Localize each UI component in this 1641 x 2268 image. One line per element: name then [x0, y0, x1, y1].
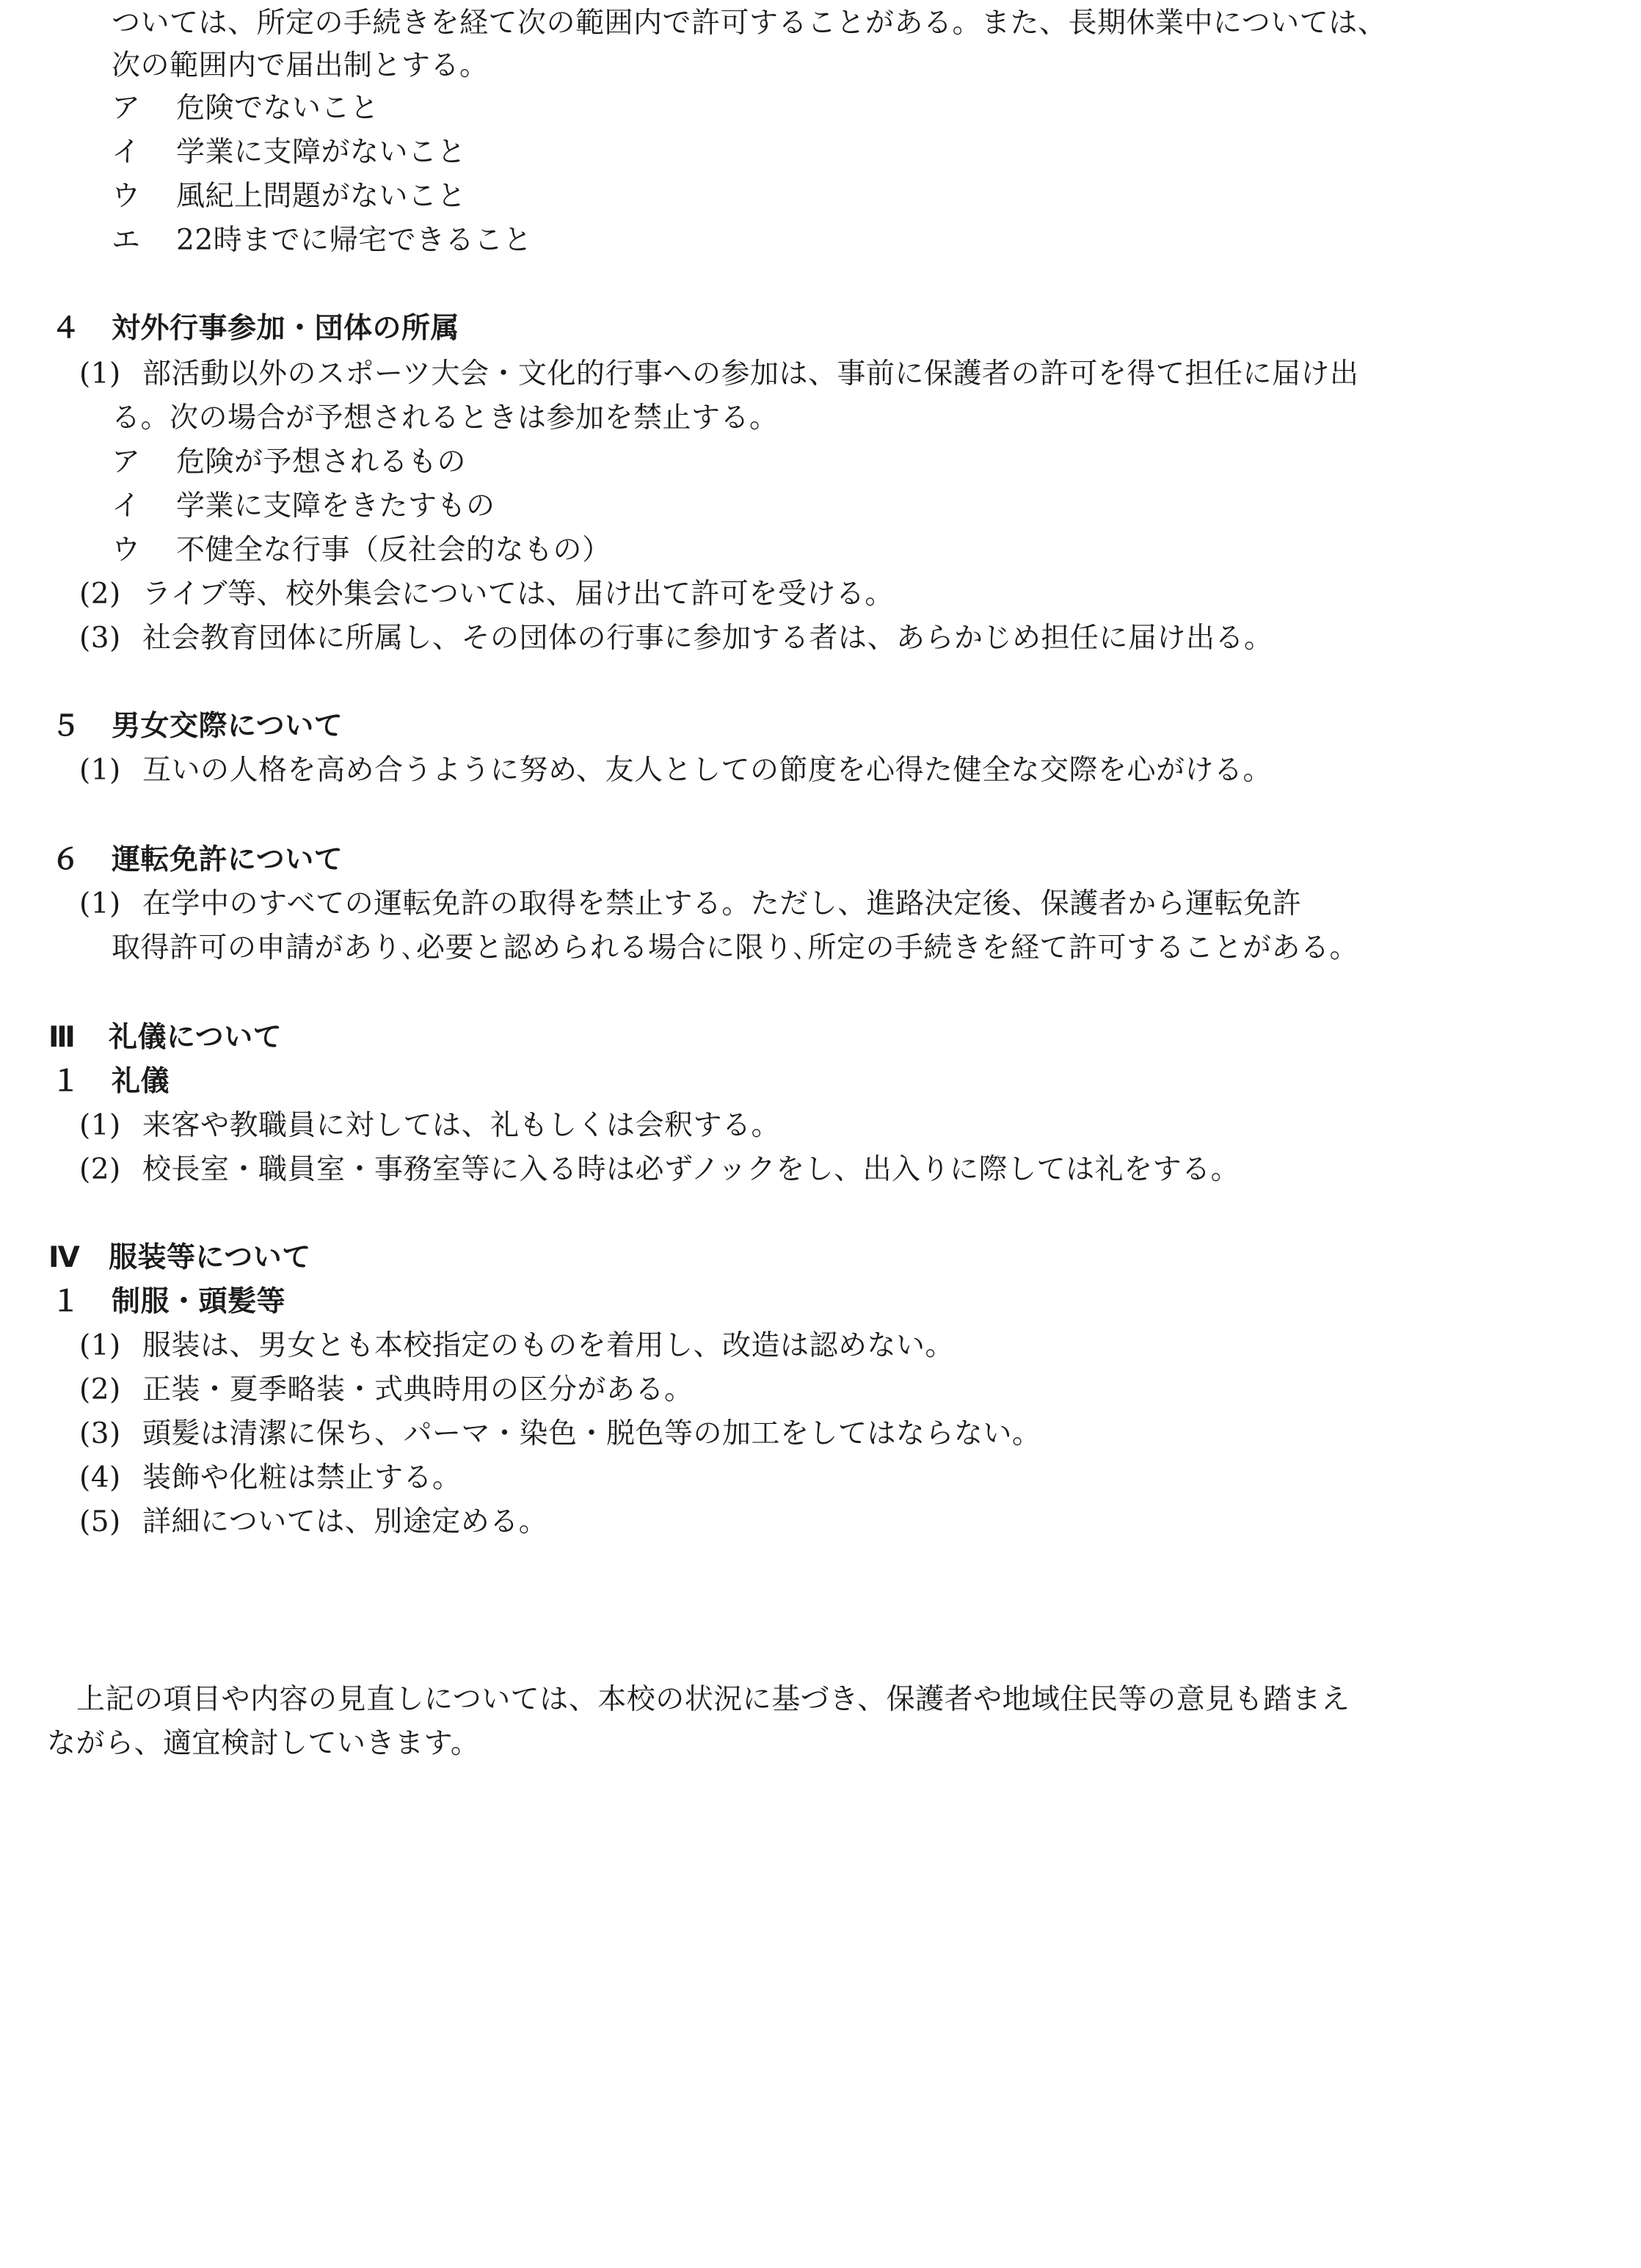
paragraph-text: 詳細については、別途定める。 [142, 1505, 548, 1538]
paragraph-text: 社会教育団体に所属し、その団体の行事に参加する者は、あらかじめ担任に届け出る。 [142, 622, 1273, 655]
paragraph-text: ライブ等、校外集会については、届け出て許可を受ける。 [142, 578, 894, 611]
section-6-heading [51, 841, 343, 879]
paragraph-number: (1) [79, 887, 121, 920]
section-number: ４ [51, 312, 81, 345]
paragraph-text: 互いの人格を高め合うように努め、友人としての節度を心得た健全な交際を心がける。 [142, 754, 1272, 787]
paragraph-text: 来客や教職員に対しては、礼もしくは会釈する。 [142, 1109, 781, 1142]
intro-item-e [112, 222, 532, 260]
item-text: 危険でないこと [176, 92, 379, 125]
chapter3-item-1 [79, 1107, 780, 1145]
paragraph-number: (3) [79, 622, 121, 655]
chapter-number: Ⅳ [48, 1241, 81, 1274]
chapter-3-heading [48, 1019, 282, 1057]
chapter-4-heading [48, 1239, 311, 1277]
chapter3-item-2 [79, 1151, 1240, 1189]
closing-line-1: 上記の項目や内容の見直しについては、本校の状況に基づき、保護者や地域住民等の意見も踏まえ [76, 1683, 1350, 1716]
chapter-title: 服装等について [109, 1241, 311, 1274]
subsection-number: １ [51, 1065, 81, 1098]
chapter-4-subheading [51, 1283, 285, 1321]
subsection-title: 制服・頭髪等 [112, 1285, 286, 1318]
paragraph-number: (4) [79, 1461, 121, 1494]
sec4-item-a [112, 443, 466, 481]
intro-item-i [112, 134, 466, 172]
paragraph-number: (2) [79, 1373, 121, 1406]
paragraph-text: 校長室・職員室・事務室等に入る時は必ずノックをし、出入りに際しては礼をする。 [142, 1153, 1240, 1186]
section-title: 対外行事参加・団体の所属 [112, 312, 460, 345]
item-text: 危険が予想されるもの [176, 446, 467, 479]
chapter-3-subheading [51, 1063, 170, 1101]
item-mark: エ [112, 224, 141, 257]
paragraph-number: (1) [79, 1109, 121, 1142]
paragraph-text: 在学中のすべての運転免許の取得を禁止する。ただし、進路決定後、保護者から運転免許 [142, 887, 1302, 920]
sec4-p2 [79, 575, 894, 614]
section-4-heading [51, 310, 459, 348]
subsection-number: １ [51, 1285, 81, 1318]
intro-line-1: ついては、所定の手続きを経て次の範囲内で許可することがある。また、長期休業中については、 [112, 7, 1387, 40]
item-mark: ウ [112, 534, 141, 567]
section-title: 男女交際について [112, 710, 343, 743]
paragraph-number: (1) [79, 1329, 121, 1362]
sec6-p1-line-1 [79, 885, 1301, 923]
intro-item-u [112, 178, 466, 216]
paragraph-text: 頭髪は清潔に保ち、パーマ・染色・脱色等の加工をしてはならない。 [142, 1417, 1041, 1450]
item-mark: イ [112, 490, 141, 523]
chapter4-item-3 [79, 1415, 1041, 1453]
item-text: 学業に支障をきたすもの [176, 490, 495, 523]
subsection-title: 礼儀 [112, 1065, 170, 1098]
paragraph-number: (1) [79, 357, 121, 390]
chapter4-item-4 [79, 1459, 462, 1497]
sec6-p1-line-2: 取得許可の申請があり､必要と認められる場合に限り､所定の手続きを経て許可することがある。 [112, 931, 1359, 964]
section-number: ５ [51, 710, 81, 743]
item-mark: ウ [112, 180, 141, 213]
section-5-heading [51, 708, 343, 746]
closing-line-2: ながら、適宜検討していきます。 [47, 1727, 480, 1760]
intro-item-a [112, 90, 379, 128]
item-mark: ア [112, 446, 141, 479]
paragraph-text: 部活動以外のスポーツ大会・文化的行事への参加は、事前に保護者の許可を得て担任に届け出 [142, 357, 1359, 390]
sec4-p1-line-1 [79, 355, 1358, 393]
paragraph-number: (2) [79, 1153, 121, 1186]
sec4-p1-line-2: る。次の場合が予想されるときは参加を禁止する。 [112, 401, 779, 435]
paragraph-number: (3) [79, 1417, 121, 1450]
sec4-p3 [79, 619, 1273, 658]
item-mark: ア [112, 92, 141, 125]
item-text: 学業に支障がないこと [176, 136, 467, 169]
item-text: 風紀上問題がないこと [176, 180, 467, 213]
item-text: 不健全な行事（反社会的なもの） [176, 534, 611, 567]
paragraph-number: (5) [79, 1505, 121, 1538]
paragraph-text: 装飾や化粧は禁止する。 [142, 1461, 462, 1494]
item-text: 22時までに帰宅できること [176, 224, 533, 257]
chapter-title: 礼儀について [109, 1021, 283, 1054]
paragraph-text: 服装は、男女とも本校指定のものを着用し、改造は認めない。 [142, 1329, 955, 1362]
chapter4-item-1 [79, 1327, 954, 1365]
chapter4-item-5 [79, 1503, 547, 1541]
sec4-item-u [112, 531, 611, 570]
paragraph-text: 正装・夏季略装・式典時用の区分がある。 [142, 1373, 694, 1406]
intro-line-2: 次の範囲内で届出制とする。 [112, 49, 489, 82]
section-title: 運転免許について [112, 843, 343, 876]
sec5-p1 [79, 752, 1272, 790]
section-number: ６ [51, 843, 81, 876]
chapter-number: Ⅲ [48, 1021, 76, 1054]
chapter4-item-2 [79, 1371, 694, 1409]
sec4-item-i [112, 487, 495, 526]
paragraph-number: (2) [79, 578, 121, 611]
paragraph-number: (1) [79, 754, 121, 787]
item-mark: イ [112, 136, 141, 169]
